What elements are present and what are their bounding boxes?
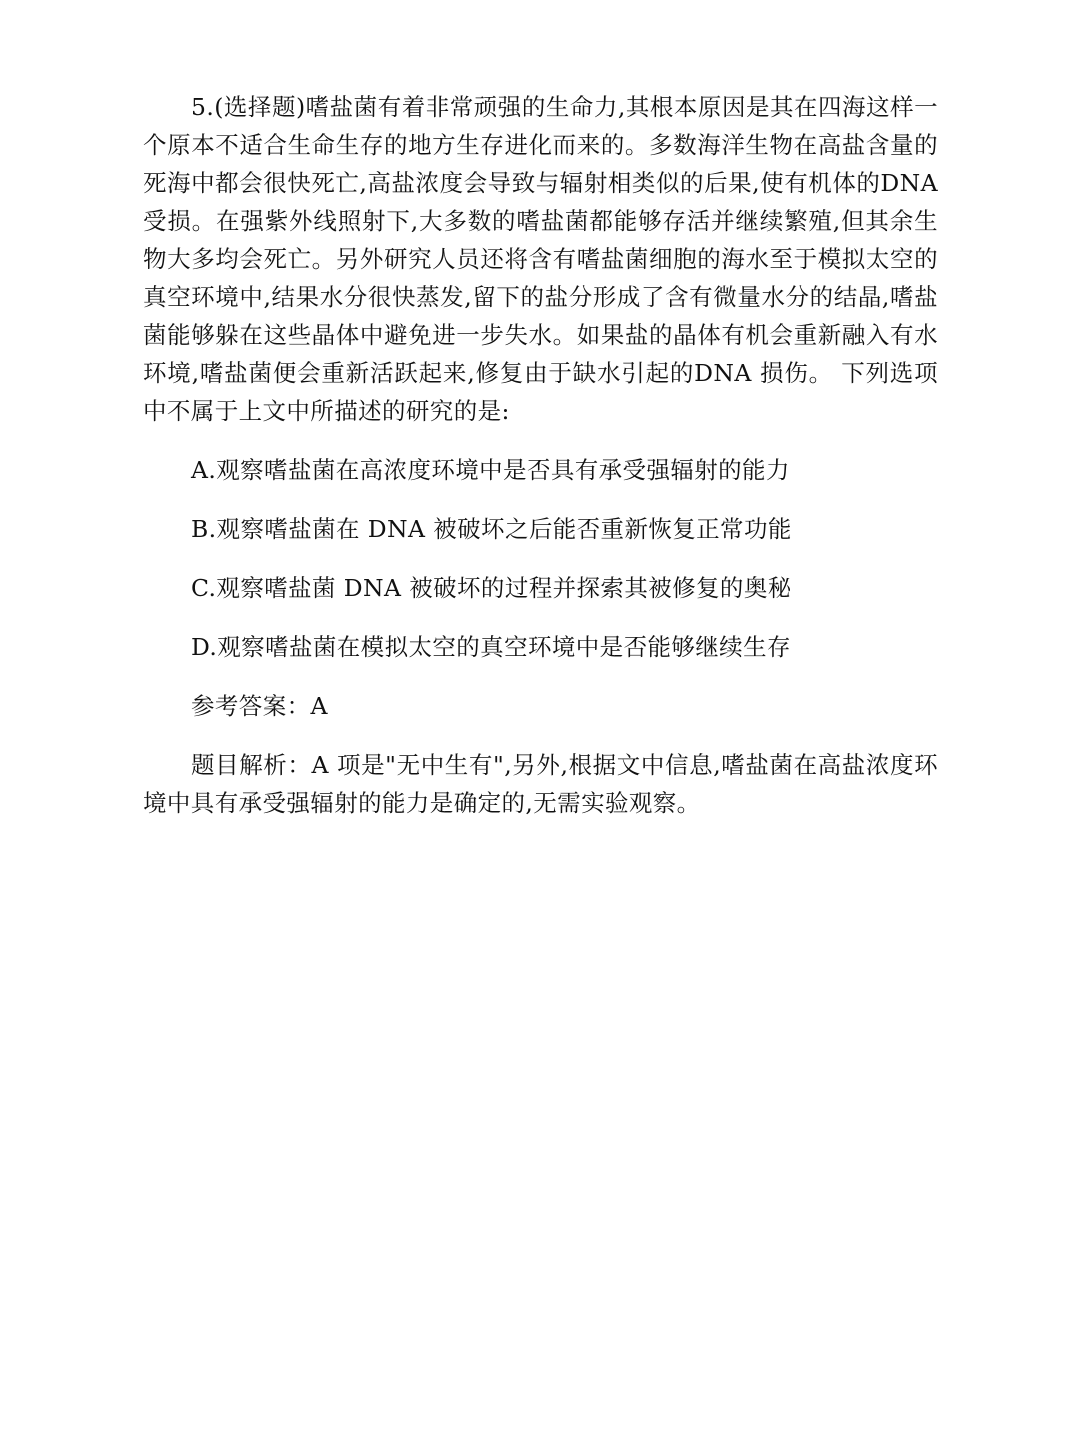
question-text: 5.(选择题)嗜盐菌有着非常顽强的生命力,其根本原因是其在四海这样一个原本不适合生命生存的地方生存进化而来的。多数海洋生物在高盐含量的死海中都会很快死亡,高盐浓度会导致与辐射相类似的后果,使有机体的DNA受损。在强紫外线照射下,大多数的嗜盐菌都能够存活并继续繁殖,但其余生物大多均会死亡。另外研究人员还将含有嗜盐菌细胞的海水至于模拟太空的真空环境中,结果水分很快蒸发,留下的盐分形成了含有微量水分的结晶,嗜盐菌能够躲在这些晶体中避免进一步失水。如果盐的晶体有机会重新融入有水环境,嗜盐菌便会重新活跃起来,修复由于缺水引起的DNA 损伤。 下列选项中不属于上文中所描述的研究的是:	[143, 93, 938, 425]
option-c: C.观察嗜盐菌 DNA 被破坏的过程并探索其被修复的奥秘	[191, 574, 792, 602]
option-b: B.观察嗜盐菌在 DNA 被破坏之后能否重新恢复正常功能	[191, 515, 792, 543]
reference-answer: 参考答案：A	[191, 692, 328, 720]
answer-analysis: 题目解析：A 项是"无中生有",另外,根据文中信息,嗜盐菌在高盐浓度环境中具有承受强辐射的能力是确定的,无需实验观察。	[143, 751, 938, 817]
option-a: A.观察嗜盐菌在高浓度环境中是否具有承受强辐射的能力	[191, 456, 790, 484]
option-d: D.观察嗜盐菌在模拟太空的真空环境中是否能够继续生存	[191, 633, 791, 661]
document-page	[143, 88, 938, 822]
